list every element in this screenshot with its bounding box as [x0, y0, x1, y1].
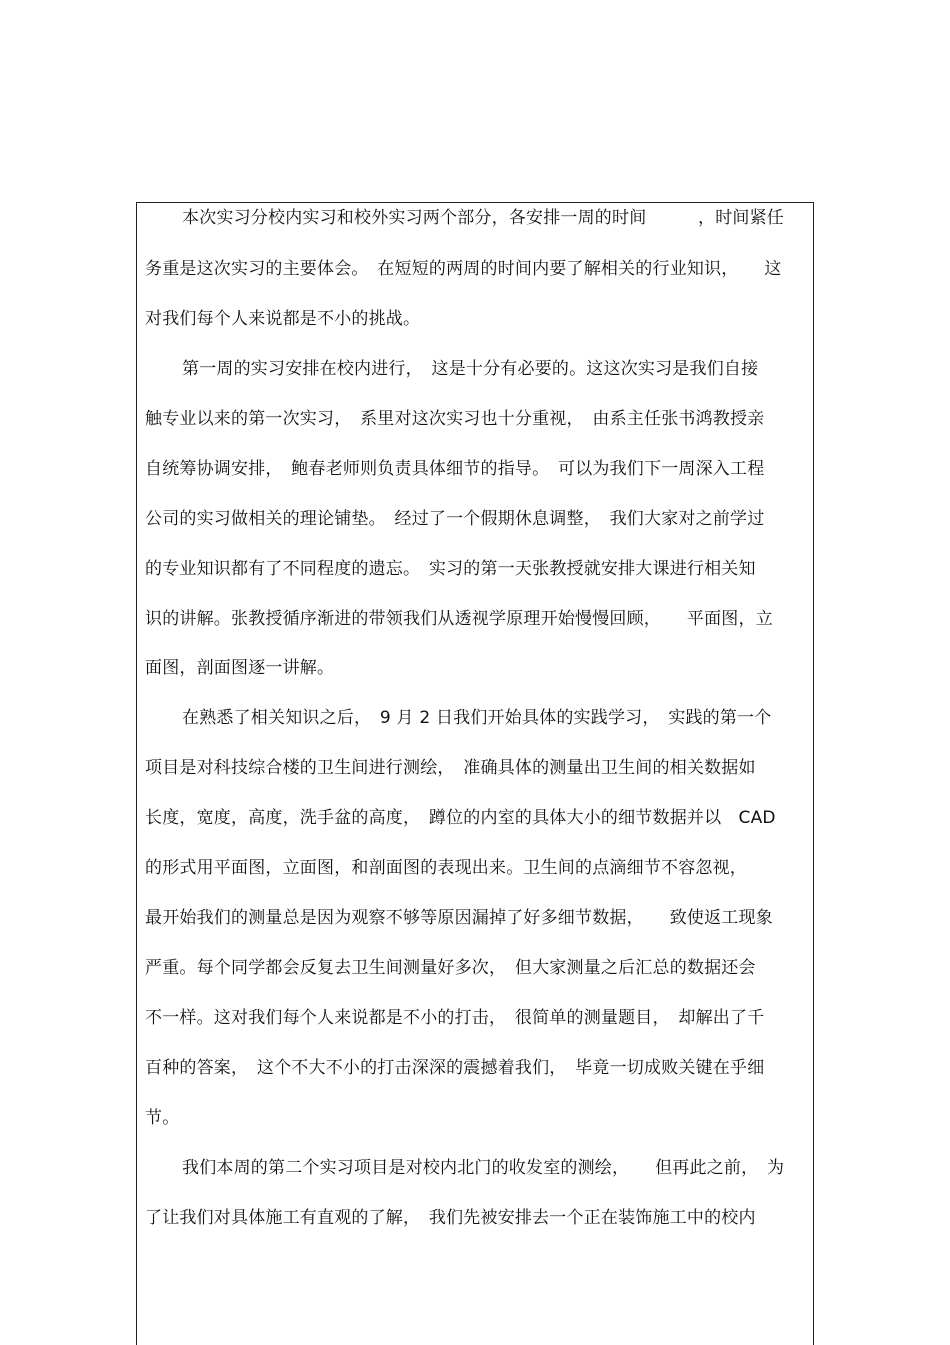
text-line: 本次实习分校内实习和校外实习两个部分，各安排一周的时间 ，时间紧任 — [182, 208, 784, 228]
text-line: 长度，宽度，高度，洗手盆的高度， 蹲位的内室的具体大小的细节数据并以 CAD — [145, 808, 776, 828]
text-line: 项目是对科技综合楼的卫生间进行测绘， 准确具体的测量出卫生间的相关数据如 — [145, 758, 756, 778]
text-line: 面图，剖面图逐一讲解。 — [145, 658, 335, 678]
text-line: 触专业以来的第一次实习， 系里对这次实习也十分重视， 由系主任张书鸿教授亲 — [145, 409, 765, 429]
text-line: 的形式用平面图，立面图，和剖面图的表现出来。卫生间的点滴细节不容忽视， — [145, 858, 747, 878]
text-line: 的专业知识都有了不同程度的遗忘。 实习的第一天张教授就安排大课进行相关知 — [145, 559, 756, 579]
text-line: 最开始我们的测量总是因为观察不够等原因漏掉了好多细节数据， 致使返工现象 — [145, 908, 773, 928]
text-line: 了让我们对具体施工有直观的了解， 我们先被安排去一个正在装饰施工中的校内 — [145, 1208, 756, 1228]
text-line: 务重是这次实习的主要体会。 在短短的两周的时间内要了解相关的行业知识， 这 — [145, 259, 782, 279]
text-line: 在熟悉了相关知识之后， 9 月 2 日我们开始具体的实践学习， 实践的第一个 — [182, 708, 772, 728]
text-line: 节。 — [145, 1108, 180, 1128]
text-line: 识的讲解。张教授循序渐进的带领我们从透视学原理开始慢慢回顾， 平面图，立 — [145, 609, 773, 629]
text-line: 对我们每个人来说都是不小的挑战。 — [145, 309, 421, 329]
text-line: 不一样。这对我们每个人来说都是不小的打击， 很简单的测量题目， 却解出了千 — [145, 1008, 765, 1028]
text-line: 公司的实习做相关的理论铺垫。 经过了一个假期休息调整， 我们大家对之前学过 — [145, 509, 765, 529]
text-line: 第一周的实习安排在校内进行， 这是十分有必要的。这这次实习是我们自接 — [182, 359, 759, 379]
text-line: 百种的答案， 这个不大不小的打击深深的震撼着我们， 毕竟一切成败关键在乎细 — [145, 1058, 765, 1078]
text-line: 我们本周的第二个实习项目是对校内北门的收发室的测绘， 但再此之前， 为 — [182, 1158, 785, 1178]
text-line: 严重。每个同学都会反复去卫生间测量好多次， 但大家测量之后汇总的数据还会 — [145, 958, 756, 978]
text-line: 自统筹协调安排， 鲍春老师则负责具体细节的指导。 可以为我们下一周深入工程 — [145, 459, 765, 479]
